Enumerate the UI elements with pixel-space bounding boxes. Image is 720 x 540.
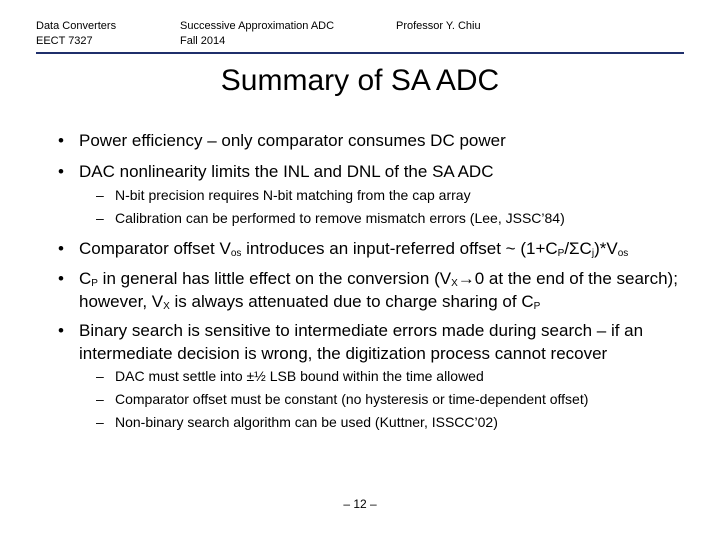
bullet-parasitic-cap	[58, 267, 703, 313]
bullet-icon: •	[58, 162, 64, 181]
sub-bullet-calibration	[96, 207, 565, 229]
header-course	[36, 19, 116, 49]
semester: Fall 2014	[180, 35, 226, 47]
header-topic	[180, 19, 334, 49]
bullet-text: Binary search is sensitive to intermediate errors made during search – if an intermediate decision is wrong, the digitization process cannot recover	[79, 321, 644, 363]
header-divider	[36, 52, 684, 54]
sub-bullet-text: Comparator offset must be constant (no hysteresis or time-dependent offset)	[115, 391, 589, 407]
bullet-icon: •	[58, 239, 64, 258]
bullet-text: Power efficiency – only comparator consumes DC power	[79, 131, 506, 150]
author-name: Professor Y. Chiu	[396, 20, 481, 32]
bullet-icon: •	[58, 269, 64, 288]
dash-icon: –	[96, 414, 104, 430]
course-code: EECT 7327	[36, 35, 93, 47]
sub-bullet-text: DAC must settle into ±½ LSB bound within the time allowed	[115, 368, 484, 384]
sub-bullet-text: Calibration can be performed to remove mismatch errors (Lee, JSSC’84)	[115, 210, 565, 226]
bullet-comparator-offset	[58, 237, 703, 260]
topic-name: Successive Approximation ADC	[180, 20, 335, 32]
sub-bullet-text: Non-binary search algorithm can be used (Kuttner, ISSCC’02)	[115, 414, 498, 430]
page-number: – 12 –	[343, 497, 377, 511]
sub-bullet-matching	[96, 184, 471, 206]
bullet-icon: •	[58, 131, 64, 150]
dash-icon: –	[96, 368, 104, 384]
bullet-binary-search	[58, 319, 703, 365]
dash-icon: –	[96, 210, 104, 226]
sub-bullet-non-binary	[96, 411, 498, 433]
bullet-dac-nonlinearity	[58, 160, 703, 183]
sub-bullet-text: N-bit precision requires N-bit matching from the cap array	[115, 187, 471, 203]
bullet-text: DAC nonlinearity limits the INL and DNL of the SA ADC	[79, 162, 494, 181]
bullet-text: Comparator offset $V_{os}$ introduces an input-referred offset ~ $(1+C_P/\Sigma C_j)*V_{os}$	[79, 239, 629, 259]
slide-title: Summary of SA ADC	[220, 64, 500, 97]
dash-icon: –	[96, 187, 104, 203]
course-name: Data Converters	[36, 20, 117, 32]
header-author	[396, 19, 481, 34]
bullet-text: $C_P$ in general has little effect on the conversion ($V_X\to 0$ at the end of the search); however, $V_X$ is always attenuated due to charge sharing of $C_P$	[79, 269, 678, 312]
bullet-power-efficiency	[58, 129, 703, 152]
dash-icon: –	[96, 391, 104, 407]
sub-bullet-settle	[96, 365, 484, 387]
sub-bullet-constant-offset	[96, 388, 588, 410]
bullet-icon: •	[58, 321, 64, 340]
